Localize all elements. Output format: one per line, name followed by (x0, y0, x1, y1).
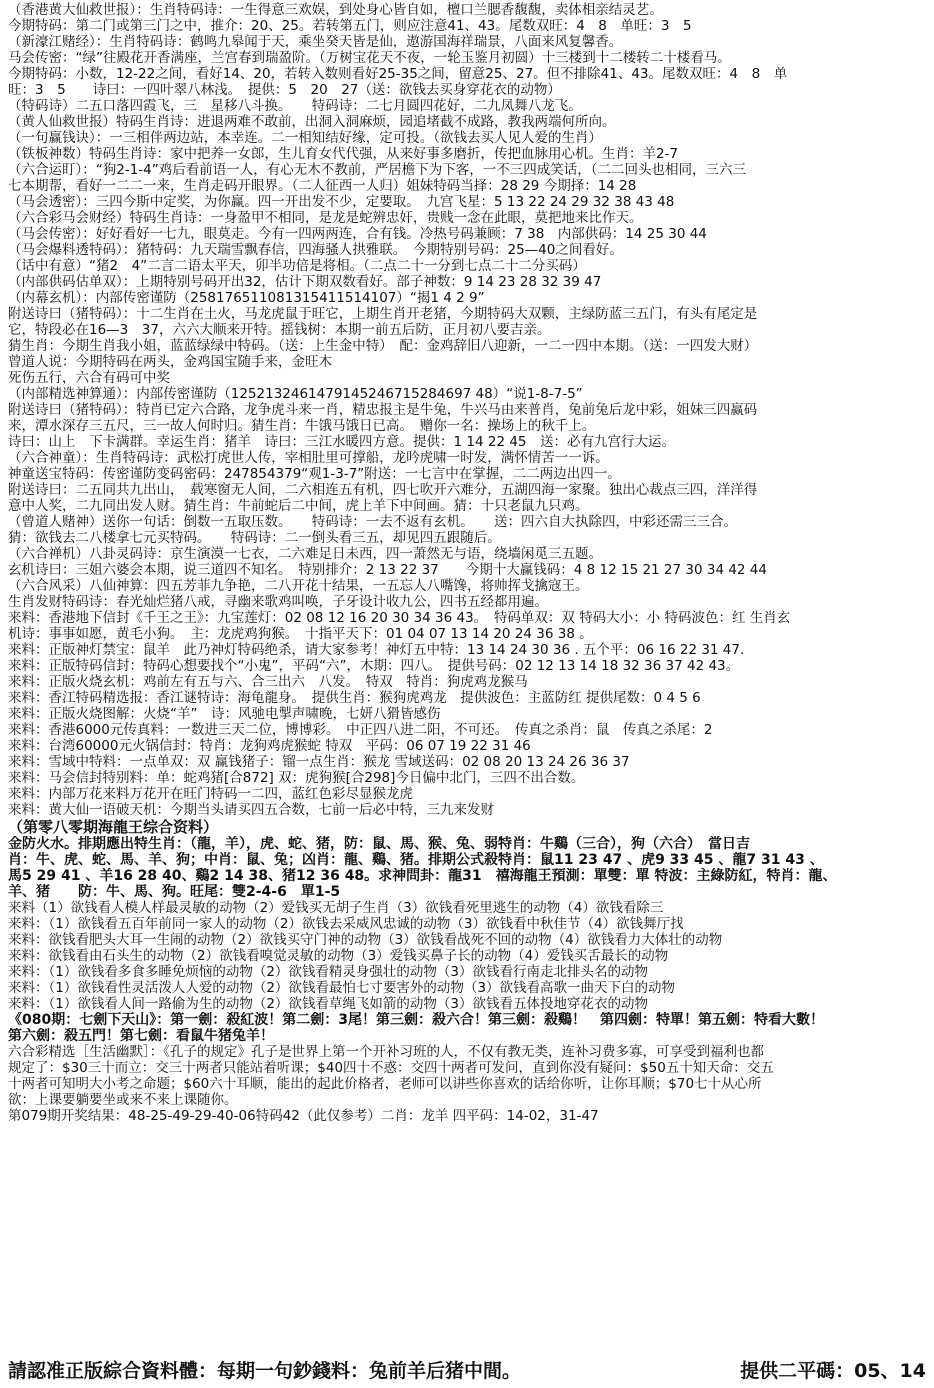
text-line: （六合风采）八仙神算：四五芳菲九争艳，二八开花十结果，一五忘人八嘴馋，将帅挥戈擒寇王。 (8, 578, 589, 594)
text-line: （马会透密）：三四今斯中定奖，为你赢。四一开出发不少，定要取。 九宫飞星：5 13 22 24 29 32 38 43 48 (8, 194, 675, 210)
text-line: 来料（1）欲钱看人模人样最灵敏的动物（2）爱钱买无胡子生肖（3）欲钱看死里逃生的动物（4）欲钱看除三 (8, 900, 664, 916)
text-line: 诗曰：山上 下卡满群。幸运生肖：猪羊 诗曰：三江水暖四方意。提供：1 14 22 45 送：必有九宫行大运。 (8, 434, 675, 450)
text-line: （内部供码估单双）：上期特别号码开出32，估计下期双数看好。部子神数：9 14 23 28 32 39 47 (8, 274, 602, 290)
text-line: 来料：香江特码精选报：香江谜特诗：海龟龍身。 提供生肖：猴狗虎鸡龙 提供波色：主蓝防红 提供尾数：0 4 5 6 (8, 690, 701, 706)
footer-right: 提供二平碼：05、14 (740, 1360, 926, 1382)
text-line: 附送诗曰（猪特码）：特肖已定六合路，龙争虎斗来一肖，精忠报主是牛兔，牛兴马由来普肖，兔前兔后龙中彩，姐妹三四赢码 (8, 402, 758, 418)
text-line: 玄机诗曰：三姐六婆会本期，说三道四不知名。 特别排介：2 13 22 37 今期十大赢钱码：4 8 12 15 21 27 30 34 42 44 (8, 562, 767, 578)
text-line: 七本期帮，看好一二二一来，生肖走码开眼界。（二人征西一人归）姐妹特码当择：28 29 今期择：14 28 (8, 178, 637, 194)
text-line: 曾道人说：今期特码在两头，金鸡国宝随手来，金旺木 (8, 354, 332, 370)
text-line: 机诗：事事如愿，黄毛小狗。 主：龙虎鸡狗猴。 十指平天下：01 04 07 13 14 20 24 36 38 。 (8, 626, 593, 642)
text-line: 来料：正版火烧图解：火烧“羊” 诗：风驰电掣声啸晚，七妍八猾皆感伤 (8, 706, 441, 722)
text-line: 肖：牛、虎、蛇、馬、羊、狗；中肖：鼠、兔；凶肖：龍、鷄、猪。排期公式殺特肖：鼠11 23 47 、虎9 33 45 、龍7 31 43 、 (8, 852, 824, 868)
footer-left: 請認准正版綜合資料體：每期一句鈔錢料：兔前羊后猪中間。 (8, 1360, 522, 1382)
text-line: 十两者可知明大小考之命题；$60六十耳顺，能出的起此价格者，老师可以讲些你喜欢的话给你听，让你耳顺；$70七十从心所 (8, 1076, 762, 1092)
text-line: 六合彩精选［生活幽默］：《孔子的规定》孔子是世界上第一个开补习班的人，不仅有教无类，连补习费多寡，可享受到福利也都 (8, 1044, 764, 1060)
text-lines (8, 2, 926, 1124)
text-line: （曾道人赌神）送你一句话：倒数一五取压数。 特码诗：一去不返有玄机。 送：四六自大执除四，中彩还需三三合。 (8, 514, 737, 530)
text-line: （六合运盯）：“狗2-1-4”鸡后看前语一人，有心无木不教前，严居檐下为下客，一不三四成笑话，（二二回头也相同，三六三 (8, 162, 746, 178)
text-line: 马会传密：“绿”往殿花开香满座，兰宫春到瑞盈阶。（万树宝花天不夜，一轮玉鉴月初圆）十三楼到十二楼转二十楼看马。 (8, 50, 731, 66)
text-line: （六合禅机）八卦灵码诗：京生演漠一七衣，二六难足日未西，四一萧然无与语，绕墙闲觅三五题。 (8, 546, 602, 562)
text-line: 来料：正版火烧玄机：鸡前左有五与六、合三出六 八发。 特双 特肖：狗虎鸡龙猴马 (8, 674, 528, 690)
text-line: 馬5 29 41 、羊16 28 40、鷄2 14 38、猪12 36 48。求神問卦：龍31 禧海龍王預測：單雙：單 特波：主綠防紅，特肖：龍、 (8, 868, 837, 884)
text-line: 羊、猪 防：牛、馬、狗。旺尾：雙2-4-6 單1-5 (8, 884, 341, 900)
text-line: 金防火水。排期應出特生肖：（龍，羊），虎、蛇、猪，防：鼠、馬、猴、兔、弱特肖：牛鷄（三合），狗（六合） 當日吉 (8, 836, 750, 852)
text-line: 来料：正版神灯禁宝：鼠羊 此乃神灯特码绝杀，请大家参考！神灯五中特：13 14 24 30 36 . 五个平：06 16 22 31 47. (8, 642, 745, 658)
text-line: 第079期开奖结果：48-25-49-29-40-06特码42（此仅参考）二肖：龙羊 四平码：14-02，31-47 (8, 1108, 599, 1124)
text-line: 来料：黄大仙一语破天机：今期当头请买四五合数，七前一后必中特，三九来发财 (8, 802, 494, 818)
text-line: 来料：内部万花来料万花开在旺门特码一二四，蓝红色彩尽显猴龙虎 (8, 786, 413, 802)
text-line: 来料：马会信封特别料：单：蛇鸡猪[合872] 双：虎狗猴[合298]今日偏中北门，三四不出合数。 (8, 770, 585, 786)
footer-banner (8, 1360, 926, 1382)
text-line: 第六劍：殺五門！第七劍：看鼠牛猪兔羊！ (8, 1028, 274, 1044)
text-line: 生肖发财特码诗：春光灿烂猪八戒，寻幽来歌鸡叫唤，子牙设计收九公，四书五经都用遍。 (8, 594, 548, 610)
text-line: 附送诗曰：二五同共九出山， 载寒窗无人间，二六相连五有机，四七吹开六难分，五湖四海一家聚。独出心裁点三四，洋洋得 (8, 482, 758, 498)
text-line: 今期特码：第二门或第三门之中，推介：20、25。若转第五门，则应注意41、43。尾数双旺：4 8 单旺：3 5 (8, 18, 692, 34)
text-line: （一句赢钱诀）：一三相伴两边站，本幸连。二一相知结好缘，定可投。（欲钱去买人见人爱的生肖） (8, 130, 602, 146)
text-line: （黄人仙救世报）特码生肖诗：进退两难不敢前，出洞入洞麻烦，园追堵截不成路，教我两端何所向。 (8, 114, 616, 130)
text-line: 神童送宝特码：传密谨防变码密码：247854379“观1-3-7”附送：一七言中在掌握，二二两边出四一。 (8, 466, 621, 482)
text-line: 来料：（1）欲钱看性灵活泼人人爱的动物（2）欲钱看最怕七寸要害外的动物（3）欲钱看高歌一曲天下白的动物 (8, 980, 676, 996)
text-line: 来，潭水深存三五尺，三一故人何时归。猜生肖：牛饿马饿日已高。 赠你一名：操场上的秋千上。 (8, 418, 596, 434)
text-line: （六合神童）：生肖特码诗：武松打虎世人传，宰相肚里可撑船，龙吟虎啸一时发，满怀情苦一一诉。 (8, 450, 609, 466)
text-line: 来料：香港6000元传真料：一数进三天二位，博博彩。 中正四八进二阳，不可还。 传真之杀肖：鼠 传真之杀尾：2 (8, 722, 713, 738)
text-line: 死伤五行，六合有码可中奖 (8, 370, 170, 386)
text-line: 规定了：$30三十而立：交三十两者只能站着听课；$40四十不惑：交四十两者可发问，直到你没有疑问：$50五十知天命：交五 (8, 1060, 774, 1076)
text-line: 猜生肖：今期生肖我小姐，蓝蓝绿绿中特码。（送：上生金中特） 配：金鸡辞旧八迎新，一二一四中本期。（送：一四发大财） (8, 338, 758, 354)
text-line: 来料：香港地下信封《千王之王》：九宝莲灯：02 08 12 16 20 30 34 36 43。 特码单双：双 特码大小：小 特码波色：红 生肖玄 (8, 610, 791, 626)
text-line: （香港黄大仙救世报）：生肖特码诗：一生得意三欢娱，到处身心皆自如，檀口兰腮香馥馥，卖体相亲结灵艺。 (8, 2, 663, 18)
text-line: 来料：正版特码信封：特码心想要找个“小鬼”，平码“六”，木期：四八。 提供号码：02 12 13 14 18 32 36 37 42 43。 (8, 658, 740, 674)
text-line: 来料：（1）欲钱看五百年前同一家人的动物（2）欲钱去采威风忠诚的动物（3）欲钱看中秋佳节（4）欲钱舞厅找 (8, 916, 684, 932)
text-line: 来料：欲钱看肥头大耳一生闹的动物（2）欲钱买守门神的动物（3）欲钱看战死不回的动物（4）欲钱看力大体壮的动物 (8, 932, 723, 948)
text-line: 来料：（1）欲钱看人间一路偷为生的动物（2）欲钱看草绳飞如箭的动物（3）欲钱看五体投地穿花衣的动物 (8, 996, 649, 1012)
text-line: 今期特码：小数，12-22之间，看好14、20，若转入数则看好25-35之间，留意25、27。但不排除41、43。尾数双旺：4 8 单 (8, 66, 788, 82)
text-line: 来料：台湾60000元火锅信封：特肖：龙狗鸡虎猴蛇 特双 平码：06 07 19 22 31 46 (8, 738, 531, 754)
text-line: 附送诗曰（猪特码）：十二生肖在土火，马龙虎鼠于旺它，上期生肖开老猪，今期特码大双颗，主绿防蓝三五门，有头有尾定是 (8, 306, 758, 322)
text-line: 来料：（1）欲钱看多食多睡免烦恼的动物（2）欲钱看精灵身强壮的动物（3）欲钱看行南走北排头名的动物 (8, 964, 649, 980)
text-line: （马会传密）：好好看好一七九，眼莫走。今有一四两两连，合有钱。冷热号码兼顾：7 38 内部供码：14 25 30 44 (8, 226, 707, 242)
text-line: （内幕玄机）：内部传密谨防（258176511081315411514107）“揭1 4 2 9” (8, 290, 485, 306)
text-line: 意中人奖，二九同出发人财。猜生肖：牛前蛇后二中间，虎上羊下中间画。猜：十只老鼠九只鸡。 (8, 498, 589, 514)
text-line: （六合彩马会财经）特码生肖诗：一身盈甲不相同，是龙是蛇辨忠奸，贵贱一念在此眼，莫把地来比作天。 (8, 210, 643, 226)
text-line: 《080期：七劍下天山》：第一劍：殺紅波！第二劍：3尾！第三劍：殺六合！第三劍：殺鷄！ 第四劍：特單！第五劍：特看大數！ (8, 1012, 824, 1028)
text-line: （第零八零期海龍王综合资料） (8, 818, 219, 836)
text-line: （马会爆料透特码）：猪特码：九天瑞雪飘春信，四海骚人拱雅联。 今期特别号码：25—40之间看好。 (8, 242, 623, 258)
text-line: （新濠江赌经）：生肖特码诗：鹤鸣九皋闻于天，乘坐癸天皆是仙，遨游国海祥瑞景，八面来风复馨香。 (8, 34, 623, 50)
text-line: （话中有意）“猪2 4”二言二语太平天，卯半功倍是将相。（二点二十一分到七点二十二分买码） (8, 258, 586, 274)
text-line: 来料：欲钱看由石头生的动物（2）欲钱看嗅觉灵敏的动物（3）爱钱买鼻子长的动物（4）爱钱买舌最长的动物 (8, 948, 669, 964)
text-line: （特码诗）二五口落四霞飞，三 星移八斗换。 特码诗：二七月圆四花好，二九凤舞八龙飞。 (8, 98, 582, 114)
text-line: 猜：欲钱去二八楼拿七元买特码。 特码诗：二一倒头看三五，却见四五跟随后。 (8, 530, 501, 546)
text-line: 它，特段必在16—3 37，六六大顺来开特。摇钱树：本期一前五后防，正月初八要吉亲。 (8, 322, 551, 338)
text-line: 旺：3 5 诗曰：一四叶翠八林浅。 提供：5 20 27（送：欲钱去买身穿花衣的动物） (8, 82, 561, 98)
text-line: 来料：雪域中特料：一点单双：双 赢钱猪子：镏一点生肖：猴龙 雪域送码：02 08 20 13 24 26 36 37 (8, 754, 630, 770)
text-line: （铁板神数）特码生肖诗：家中把养一女郎，生儿育女代代强，从来好事多磨折，传把血脉用心机。生肖：羊2-7 (8, 146, 679, 162)
text-line: （内部精选神算通）：内部传密谨防（1252132461479145246715284697 48）“说1-8-7-5” (8, 386, 583, 402)
text-line: 欲：上课要躺要坐或来不来上课随你。 (8, 1092, 238, 1108)
